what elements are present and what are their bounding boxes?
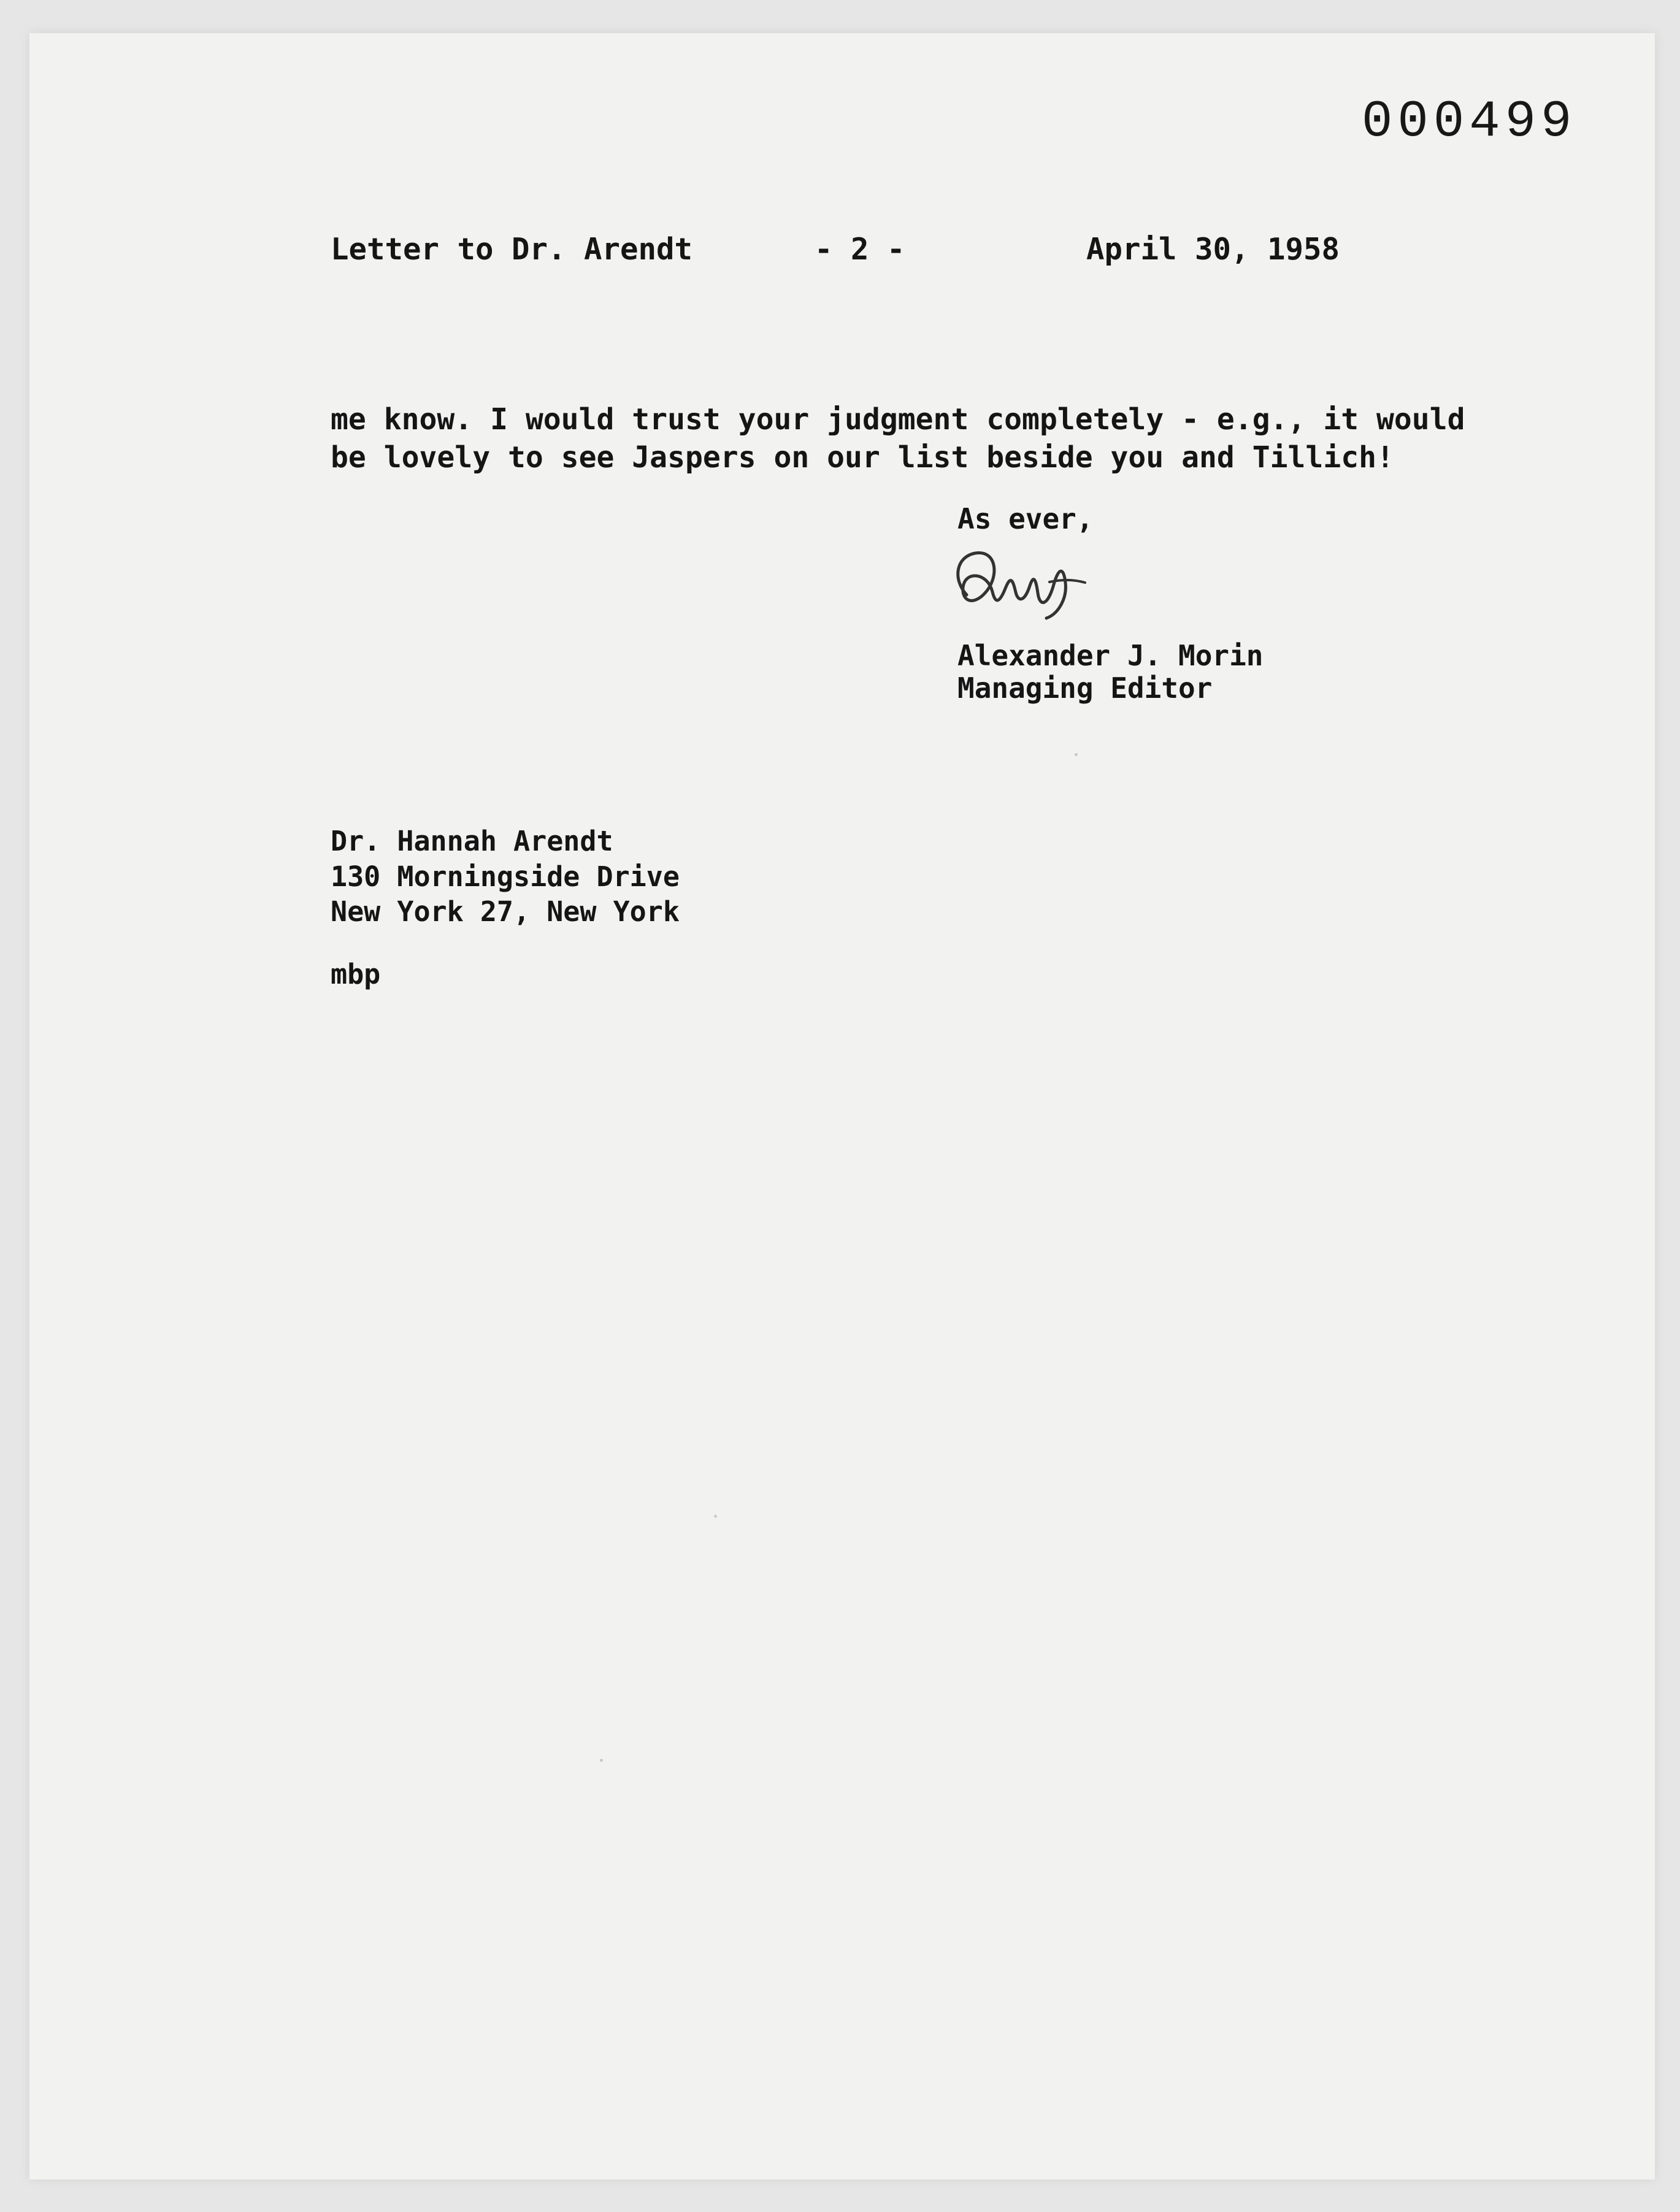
body-text-line-1: me know. I would trust your judgment completely - e.g., it would [331, 402, 1465, 437]
letter-header-title: Letter to Dr. Arendt [331, 232, 693, 267]
scan-speck [600, 1759, 603, 1762]
scan-speck [1075, 753, 1078, 756]
recipient-street: 130 Morningside Drive [331, 860, 680, 893]
letter-page [29, 33, 1655, 2179]
signer-name: Alexander J. Morin [957, 639, 1264, 672]
archive-page-code: 000499 [1362, 93, 1577, 151]
body-text-line-2: be lovely to see Jaspers on our list beside you and Tillich! [331, 440, 1394, 475]
typist-initials: mbp [331, 958, 381, 990]
signer-title: Managing Editor [957, 672, 1213, 705]
handwritten-signature [949, 546, 1091, 626]
page-number-label: - 2 - [815, 232, 905, 267]
letter-date: April 30, 1958 [1086, 232, 1340, 267]
scan-speck [714, 1515, 717, 1518]
letter-closing: As ever, [957, 502, 1094, 535]
recipient-name: Dr. Hannah Arendt [331, 825, 613, 857]
recipient-city: New York 27, New York [331, 895, 680, 928]
